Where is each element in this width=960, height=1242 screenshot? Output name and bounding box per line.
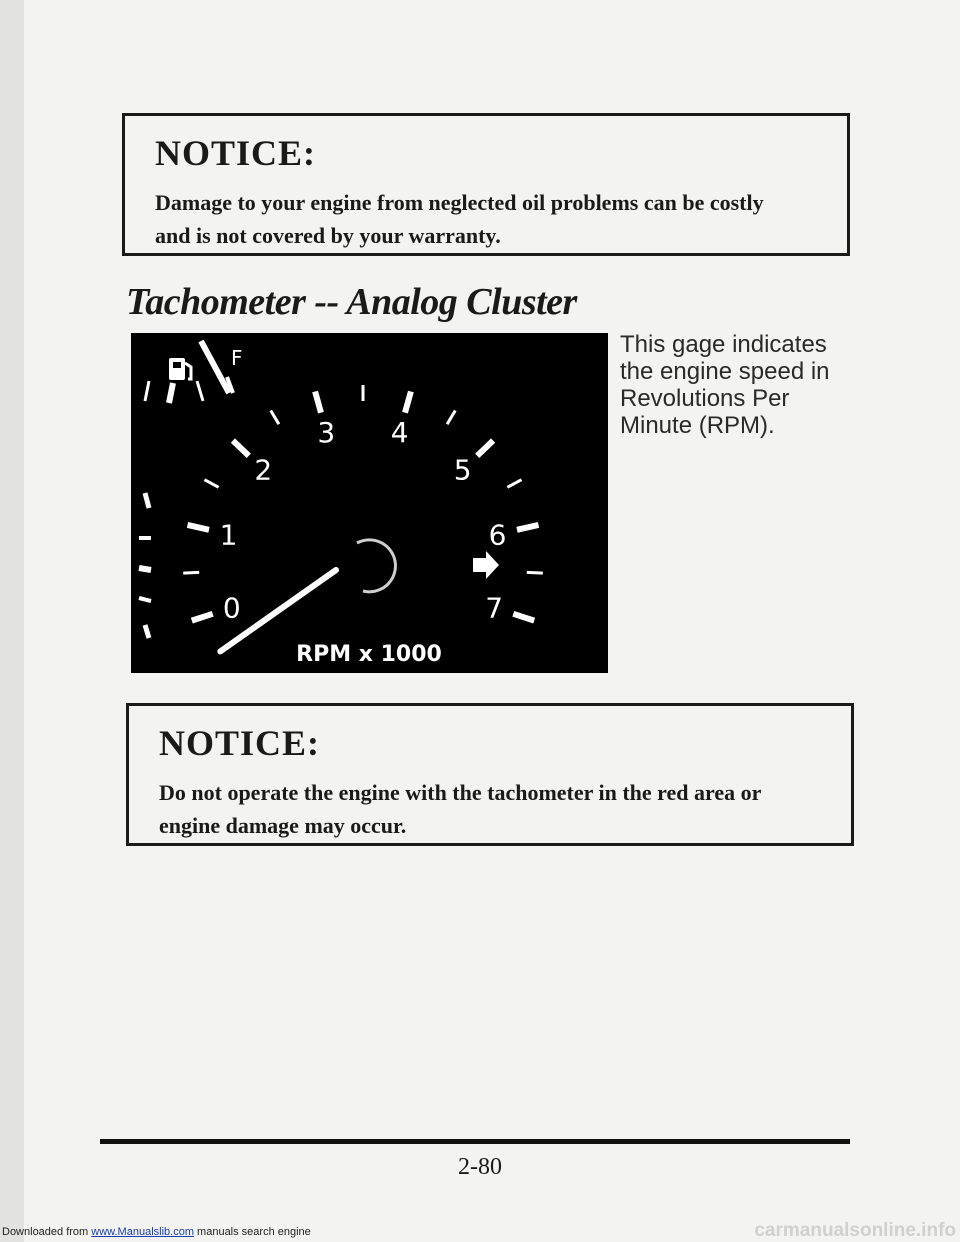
shift-arrow-icon [473, 551, 499, 579]
minor-tick-6 [527, 572, 543, 573]
major-tick-6 [517, 525, 539, 530]
minor-tick-1 [205, 480, 219, 488]
minor-tick-5 [507, 480, 521, 488]
rpm-unit-label: RPM x 1000 [296, 642, 442, 667]
notice-box-red-area [126, 703, 854, 846]
page-number: 2-80 [458, 1154, 502, 1180]
banner-prefix: Downloaded from [2, 1226, 89, 1238]
tachometer-image [131, 333, 608, 673]
notice-text: Damage to your engine from neglected oil problems can be costly and is not covered by your warranty. [155, 189, 764, 248]
tachometer-dial [131, 333, 608, 673]
major-tick-7 [513, 614, 534, 621]
scale-label-1: 1 [219, 518, 238, 552]
banner-suffix: manuals search engine [197, 1226, 311, 1238]
notice-box-oil [122, 113, 850, 256]
minor-tick-0 [183, 572, 199, 573]
scale-label-3: 3 [317, 416, 336, 449]
fuel-needle [201, 341, 229, 393]
needle-hub [357, 540, 395, 592]
major-tick-5 [477, 441, 493, 456]
notice-title: NOTICE: [155, 133, 317, 173]
tachometer-description: This gage indicates the engine speed in Revolutions Per Minute (RPM). [620, 331, 830, 439]
major-tick-4 [405, 392, 411, 413]
notice-title: NOTICE: [159, 723, 321, 763]
major-tick-3 [315, 392, 321, 413]
major-tick-0 [192, 614, 213, 621]
fuel-full-label: F [231, 346, 243, 370]
watermark: carmanualsonline.info [754, 1220, 956, 1241]
minor-tick-2 [271, 411, 279, 425]
major-tick-1 [188, 525, 210, 530]
section-title: Tachometer -- Analog Cluster [126, 281, 577, 323]
notice-text: Do not operate the engine with the tachometer in the red area or engine damage may occur. [159, 779, 762, 838]
minor-tick-4 [447, 411, 455, 425]
scale-label-0: 0 [222, 591, 241, 625]
fuel-pump-icon [169, 358, 191, 380]
scale-label-7: 7 [485, 591, 504, 625]
download-banner [2, 1226, 311, 1238]
scale-label-2: 2 [254, 453, 273, 487]
scale-label-5: 5 [453, 453, 472, 487]
side-gauge-ticks [139, 493, 151, 638]
manualslib-link[interactable]: www.Manualslib.com [91, 1226, 194, 1238]
scale-label-6: 6 [488, 518, 507, 552]
major-tick-2 [233, 441, 249, 456]
tachometer-ticks [183, 385, 543, 621]
tachometer-scale-labels [220, 416, 507, 625]
page-edge-strip [0, 0, 24, 1242]
footer-rule [100, 1139, 850, 1144]
scale-label-4: 4 [390, 416, 409, 449]
